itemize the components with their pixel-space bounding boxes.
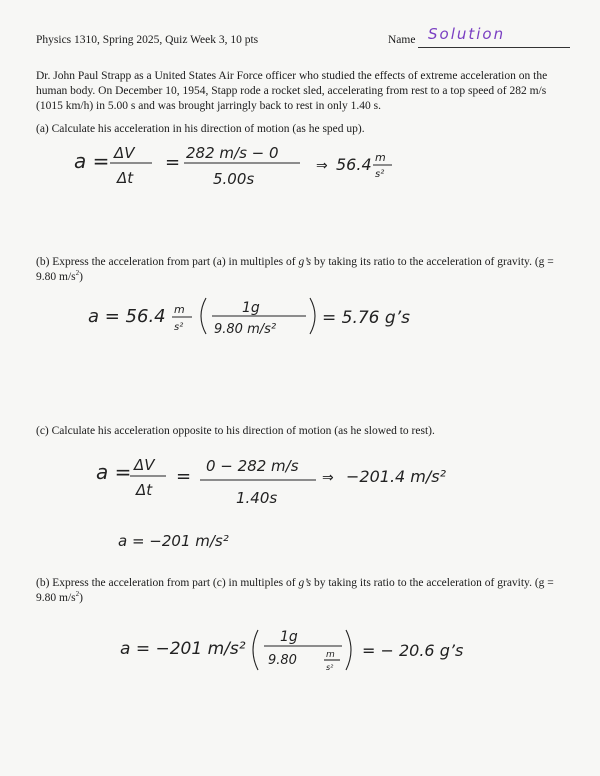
answer-c-eq: = [176,466,192,487]
answer-a-unit-den: s² [375,169,385,180]
answer-d-paren-den-unit-num: m [326,650,335,660]
answer-b-unit-den: s² [174,322,184,333]
answer-b-paren-den: 9.80 m/s² [214,322,277,337]
answer-d-lhs: a = −201 m/s² [120,639,246,659]
answer-d-paren-den-val: 9.80 [268,653,297,668]
name-label: Name [388,34,416,46]
question-b-g-term: g’s [298,256,312,268]
answer-a-den2: 5.00s [213,170,255,188]
question-d-close: ) [79,592,83,604]
name-value: Solution [428,25,506,43]
answer-b-result: = 5.76 g’s [322,308,410,328]
answer-d-result: = − 20.6 g’s [362,641,464,660]
answer-b-lhs: a = 56.4 [88,306,166,327]
answer-a-num2: 282 m/s − 0 [186,144,279,162]
answer-c-num: ΔV [134,456,155,474]
question-a: (a) Calculate his acceleration in his direction of motion (as he sped up). [36,123,365,135]
answer-a-den: Δt [117,169,134,187]
answer-c-rounded: a = −201 m/s² [118,532,229,550]
answer-a [74,144,392,188]
answer-d-close-paren [346,630,351,670]
answer-b-unit-num: m [174,303,185,316]
answer-a-num: ΔV [114,144,135,162]
question-d-sup: 2 [75,590,80,599]
answer-a-lhs: a = [74,149,110,173]
answer-b-close-paren [310,298,315,334]
answer-c-num2: 0 − 282 m/s [206,457,299,475]
answer-c-lhs: a = [96,460,132,484]
question-d-text-pre: (b) Express the acceleration from part (c) in multiples of [36,577,299,589]
answer-a-eq: = [165,152,181,173]
answer-d-open-paren [253,630,258,670]
answer-c-arrow: ⇒ [322,470,334,486]
question-b-close: ) [79,271,83,283]
answer-d-paren-den-unit-den: s² [326,663,334,672]
answer-a-arrow: ⇒ [316,158,328,174]
course-title: Physics 1310, Spring 2025, Quiz Week 3, 10 pts [36,34,259,46]
answer-a-unit-num: m [375,151,386,164]
answer-c-den: Δt [136,481,153,499]
answer-a-result: 56.4 [336,155,372,174]
answer-b-open-paren [201,298,206,334]
answer-b-paren-num: 1g [242,300,260,316]
answer-c-den2: 1.40s [236,489,278,507]
question-d-g-term: g’s [298,577,312,589]
question-b-text-pre: (b) Express the acceleration from part (a) in multiples of [36,256,299,268]
question-c: (c) Calculate his acceleration opposite to his direction of motion (as he slowed to rest). [36,425,435,437]
question-b-sup: 2 [75,269,80,278]
question-d-text-post: by taking its ratio to the acceleration of gravity. (g = 9.80 m/s [36,577,554,604]
answer-c [96,456,447,550]
answer-c-result: −201.4 m/s² [346,467,447,486]
problem-statement: Dr. John Paul Strapp as a United States Air Force officer who studied the effects of extreme acceleration on the human body. On December 10, 1954, Stapp rode a rocket sled, accelerating from rest to a top speed of 282 m/s (1015 km/h) in 5.00 s and was brought jarringly back to rest in only 1.40 s. [36,70,548,112]
answer-b [88,298,410,337]
question-b-text-post: by taking its ratio to the acceleration of gravity. (g = 9.80 m/s [36,256,554,283]
answer-d [120,629,463,672]
answer-d-paren-num: 1g [280,629,298,645]
